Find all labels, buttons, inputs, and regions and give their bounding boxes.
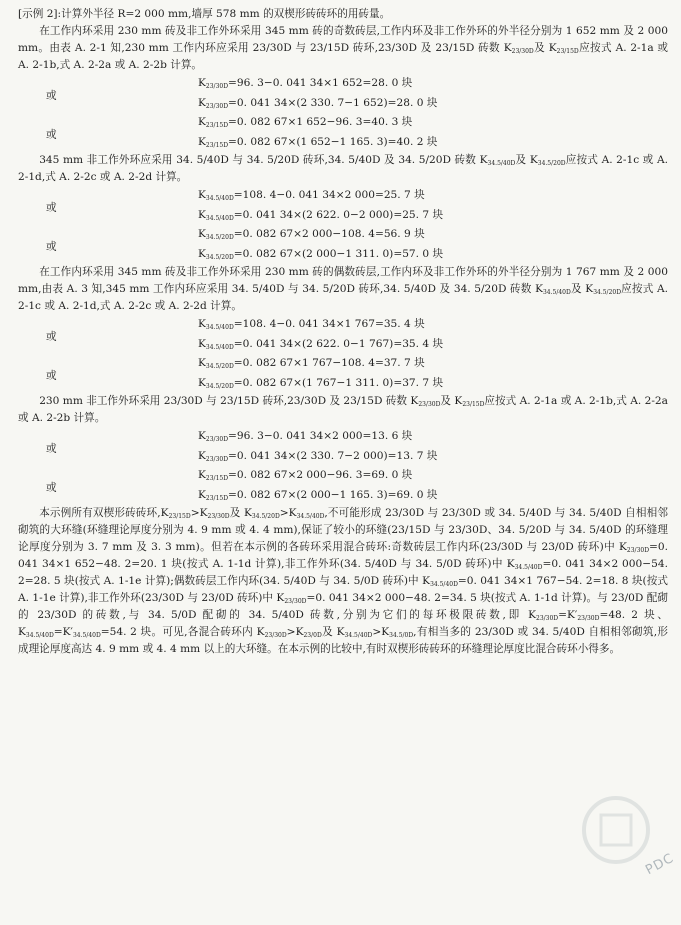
equation-line [18, 113, 668, 133]
equation-line [18, 315, 668, 335]
or-label: 或 [46, 201, 57, 214]
or-label: 或 [46, 128, 57, 141]
formula: $K_{23/30D}=0$. 041 34×(2 330. 7−2 000)=13. 7 块 [198, 449, 438, 463]
or-label: 或 [46, 442, 57, 455]
equation-line [18, 240, 668, 265]
formula: $K_{34.5/40D}=108$. 4−0. 041 34×2 000=25. 7 块 [198, 189, 425, 202]
or-label: 或 [46, 330, 57, 343]
formula: $K_{34.5/20D}=0$. 082 67×(1 767−1 311. 0)=37. 7 块 [198, 376, 444, 390]
paragraph-odd-layer: 在工作内环采用 230 mm 砖及非工作外环采用 345 mm 砖的奇数砖层,工作内环及非工作外环的外半径分别为 1 652 mm 及 2 000 mm。由表 A. 2-1 知,230 mm 工作内环应采用 23/30D 与 23/15D 砖环,23/30D 及 23/15D 砖数 $K_{23/30D}$及 $K_{23/15D}$应按式 A. 2-1a 或 A. 2-1b,式 A. 2-2a 或 A. 2-2b 计算。 [18, 25, 668, 71]
formula: $K_{34.5/40D}=0$. 041 34×(2 622. 0−2 000)=25. 7 块 [198, 208, 444, 222]
formula: $K_{34.5/20D}=0$. 082 67×1 767−108. 4=37. 7 块 [198, 357, 425, 370]
equation-group-1 [18, 74, 668, 152]
formula: $K_{23/30D}=96$. 3−0. 041 34×2 000=13. 6 块 [198, 430, 413, 443]
equation-line [18, 74, 668, 94]
equation-line [18, 427, 668, 447]
paragraph-outer-230: 230 mm 非工作外环采用 23/30D 与 23/15D 砖环,23/30D 及 23/15D 砖数 $K_{23/30D}$及 $K_{23/15D}$应按式 A. 2-1a 或 A. 2-1b,式 A. 2-2a 或 A. 2-2b 计算。 [18, 395, 668, 424]
equation-group-3 [18, 315, 668, 393]
watermark-text: PDC [643, 850, 677, 879]
equation-line [18, 89, 668, 114]
formula: $K_{23/15D}=0$. 082 67×(2 000−1 165. 3)=69. 0 块 [198, 488, 438, 502]
document-page [18, 6, 668, 658]
formula: $K_{23/15D}=0$. 082 67×1 652−96. 3=40. 3 块 [198, 116, 413, 129]
equation-line [18, 369, 668, 394]
or-label: 或 [46, 369, 57, 382]
equation-line [18, 442, 668, 467]
equation-line [18, 466, 668, 486]
or-label: 或 [46, 89, 57, 102]
equation-line [18, 186, 668, 206]
formula: $K_{23/30D}=0$. 041 34×(2 330. 7−1 652)=28. 0 块 [198, 96, 438, 110]
paragraph-even-layer: 在工作内环采用 345 mm 砖及非工作外环采用 230 mm 砖的偶数砖层,工作内环及非工作外环的外半径分别为 1 767 mm 及 2 000 mm,由表 A. 3 知,345 mm 工作内环应采用 34. 5/40D 与 34. 5/20D 砖环,34. 5/40D 及 34. 5/20D 砖数 $K_{34.5/40D}$及 $K_{34.5/20D}$应按式 A. 2-1c 或 A. 2-1d,式 A. 2-2c 或 A. 2-2d 计算。 [18, 266, 668, 312]
formula: $K_{34.5/40D}=0$. 041 34×(2 622. 0−1 767)=35. 4 块 [198, 337, 444, 351]
equation-line [18, 354, 668, 374]
equation-line [18, 330, 668, 355]
formula: $K_{34.5/40D}=108$. 4−0. 041 34×1 767=35. 4 块 [198, 318, 425, 331]
formula: $K_{34.5/20D}=0$. 082 67×(2 000−1 311. 0)=57. 0 块 [198, 247, 444, 261]
watermark-logo-icon [571, 785, 661, 895]
formula: $K_{34.5/20D}=0$. 082 67×2 000−108. 4=56. 9 块 [198, 228, 425, 241]
equation-line [18, 481, 668, 506]
equation-group-2 [18, 186, 668, 264]
example-heading: [示例 2]:计算外半径 R=2 000 mm,墙厚 578 mm 的双楔形砖砖环的用砖量。 [18, 8, 391, 20]
equation-line [18, 225, 668, 245]
equation-group-4 [18, 427, 668, 505]
formula: $K_{23/15D}=0$. 082 67×(1 652−1 165. 3)=40. 2 块 [198, 135, 438, 149]
formula: $K_{23/30D}=96$. 3−0. 041 34×1 652=28. 0 块 [198, 77, 413, 90]
paragraph-outer-345: 345 mm 非工作外环应采用 34. 5/40D 与 34. 5/20D 砖环,34. 5/40D 及 34. 5/20D 砖数 $K_{34.5/40D}$及 $K_{34.5/20D}$应按式 A. 2-1c 或 A. 2-1d,式 A. 2-2c 或 A. 2-2d 计算。 [18, 154, 668, 183]
or-label: 或 [46, 481, 57, 494]
equation-line [18, 128, 668, 153]
paragraph-conclusion: 本示例所有双楔形砖砖环$,K_{23/15D}>K_{23/30D}$及 $K_{34.5/20D}>K_{34.5/40D}$,不可能形成 23/30D 与 23/30D 或 34. 5/40D 与 34. 5/40D 自相相邻砌筑的大环缝(环缝理论厚度分别为 4. 9 mm 或 4. 4 mm),保证了较小的环缝(23/15D 与 23/30D、34. 5/20D 与 34. 5/40D 的环缝理论厚度分别为 3. 7 mm 及 3. 3 mm)。但若在本示例的各砖环采用混合砖环:奇数砖层工作内环(23/30D 与 23/0D 砖环)中 $K_{23/30D}=0$. 041 34×1 652−48. 2=20. 1 块(按式 A. 1-1d 计算),非工作外环(34. 5/40D 与 34. 5/0D 砖环)中 $K_{34.5/40D}=0$. 041 34×2 000−54. 2=28. 5 块(按式 A. 1-1e 计算);偶数砖层工作内环(34. 5/40D 与 34. 5/0D 砖环)中 $K_{34.5/40D}=0$. 041 34×1 767−54. 2=18. 8 块(按式 A. 1-1e 计算),非工作外环(23/30D 与 23/0D 砖环)中 $K_{23/30D}=0$. 041 34×2 000−48. 2=34. 5 块(按式 A. 1-1d 计算)。与 23/0D 配砌的 23/30D 的砖数,与 34. 5/0D 配砌的 34. 5/40D 砖数,分别为它们的每环极限砖数,即 $K_{23/30D}=K'_{23/30D}=48$. 2 块、$K_{34.5/40D}=K'_{34.5/40D}=54$. 2 块。可见,各混合砖环内 $K_{23/30D}>K_{23/0D}$及 $K_{34.5/40D}>K_{34.5/0D}$,有相当多的 23/30D 或 34. 5/40D 自相相邻砌筑,形成理论厚度高达 4. 9 mm 或 4. 4 mm 以上的大环缝。在本示例的比较中,有时双楔形砖砖环的环缝理论厚度比混合砖环小得多。 [18, 507, 669, 655]
formula: $K_{23/15D}=0$. 082 67×2 000−96. 3=69. 0 块 [198, 469, 413, 482]
equation-line [18, 201, 668, 226]
or-label: 或 [46, 240, 57, 253]
